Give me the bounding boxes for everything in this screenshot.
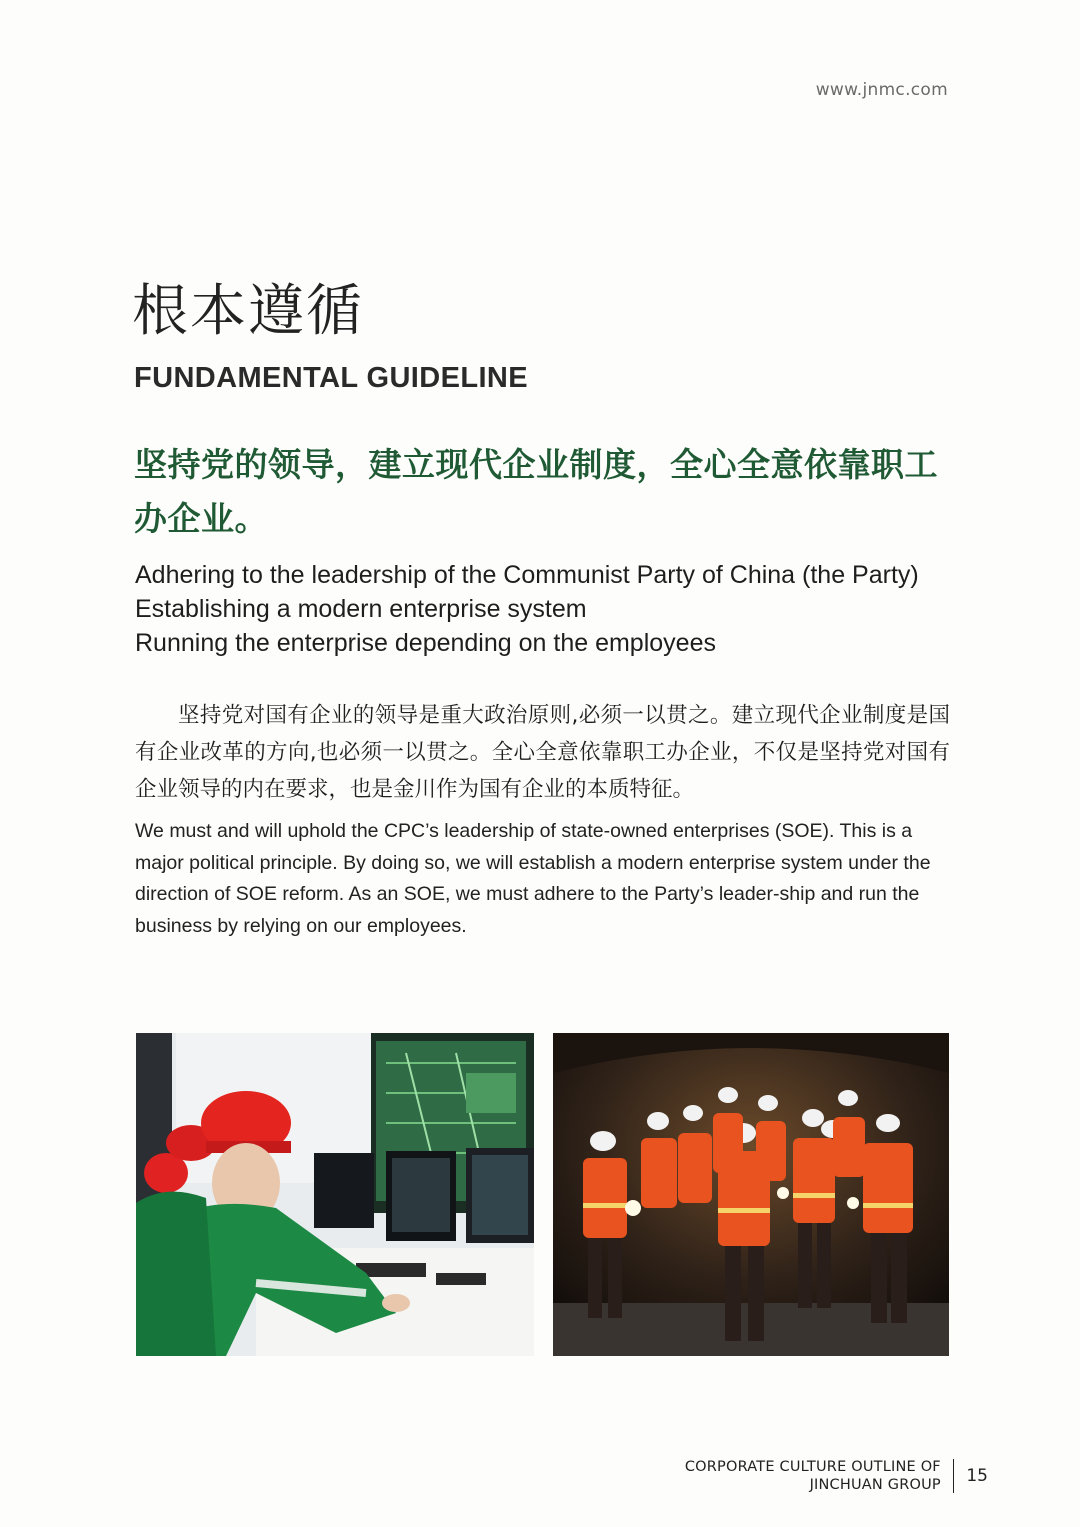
body-paragraph-cn: 坚持党对国有企业的领导是重大政治原则,必须一以贯之。建立现代企业制度是国有企业改革的方向,也必须一以贯之。全心全意依靠职工办企业，不仅是坚持党对国有企业领导的内在要求，也是金川作为国有企业的本质特征。	[135, 703, 950, 802]
footer-divider	[953, 1459, 955, 1493]
motto-cn: 坚持党的领导，建立现代企业制度，全心全意依靠职工办企业。	[134, 445, 938, 538]
miners-tunnel-photo	[553, 1033, 949, 1356]
footer-title-line: JINCHUAN GROUP	[809, 1477, 941, 1493]
site-url: www.jnmc.com	[815, 80, 948, 100]
motto-en	[135, 558, 965, 660]
section-title-en: FUNDAMENTAL GUIDELINE	[134, 362, 528, 394]
motto-en-line: Adhering to the leadership of the Communist Party of China (the Party)	[135, 561, 919, 589]
footer-title-line: CORPORATE CULTURE OUTLINE OF	[684, 1459, 941, 1475]
control-room-photo	[136, 1033, 534, 1356]
page-footer	[685, 1458, 988, 1494]
page-number: 15	[966, 1466, 988, 1486]
footer-publication-title	[685, 1458, 941, 1494]
motto-en-line: Running the enterprise depending on the employees	[135, 629, 716, 657]
section-title-cn: 根本遵循	[132, 279, 364, 344]
motto-en-line: Establishing a modern enterprise system	[135, 595, 587, 623]
body-paragraph-en: We must and will uphold the CPC’s leadership of state-owned enterprises (SOE). This is a major political principle. By doing so, we will establish a modern enterprise system under the direction of SOE reform. As an SOE, we must adhere to the Party’s leader-ship and run the business by relying on our employees.	[135, 820, 931, 937]
